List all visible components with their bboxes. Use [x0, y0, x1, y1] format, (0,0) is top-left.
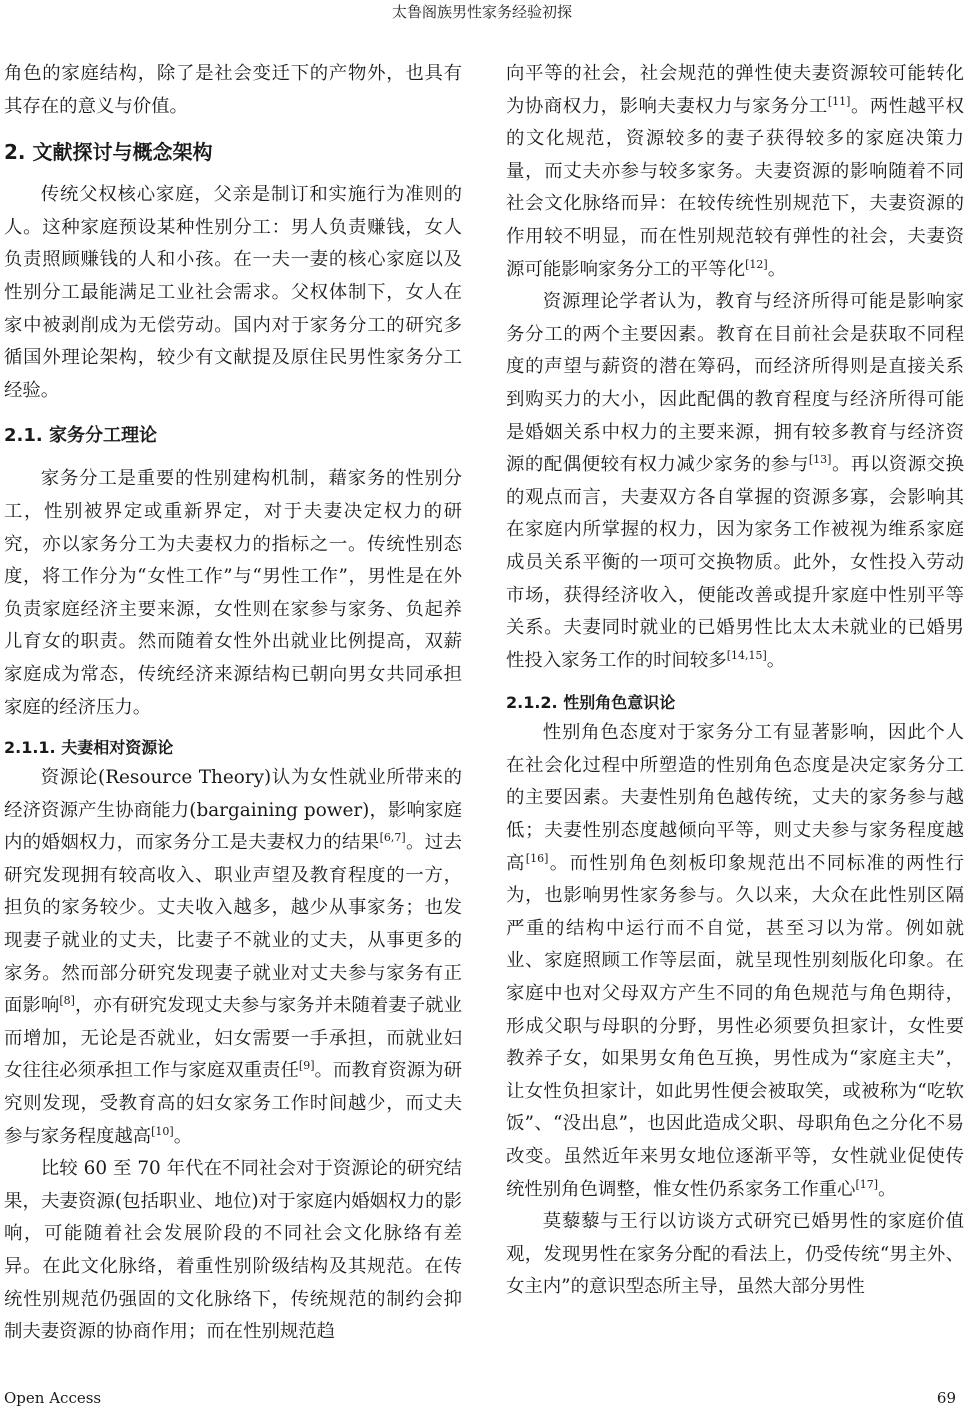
- text-run: 。再以资源交换的观点而言，夫妻双方各自掌握的资源多寡，会影响其在家庭内所掌握的权力，因为家务工作被视为维系家庭成员关系平衡的一项可交换物质。此外，女性投入劳动市场，获得经济收入，便能改善或提升家庭中性别平等关系。夫妻同时就业的已婚男性比太太未就业的已婚男性投入家务工作的时间较多: [506, 454, 964, 671]
- section-heading: 2. 文献探讨与概念架构: [4, 140, 213, 165]
- citation: [16]: [525, 851, 549, 865]
- citation: [8]: [59, 994, 75, 1008]
- paragraph: 传统父权核心家庭，父亲是制订和实施行为准则的人。这种家庭预设某种性别分工：男人负责赚钱，女人负责照顾赚钱的人和小孩。在一夫一妻的核心家庭以及性别分工最能满足工业社会需求。父权体制下，女人在家中被剥削成为无偿劳动。国内对于家务分工的研究多循国外理论架构，较少有文献提及原住民男性家务分工经验。: [4, 184, 462, 401]
- citation: [17]: [855, 1177, 879, 1191]
- paragraph: [506, 717, 964, 1206]
- text-run: 资源理论学者认为，教育与经济所得可能是影响家务分工的两个主要因素。教育在目前社会是获取不同程度的声望与薪资的潜在筹码，而经济所得则是直接关系到购买力的大小，因此配偶的教育程度与经济所得可能是婚姻关系中权力的主要来源，拥有较多教育与经济资源的配偶便较有权力减少家务的参与: [506, 291, 964, 476]
- left-column: [4, 58, 462, 1349]
- text-run: 。过去研究发现拥有较高收入、职业声望及教育程度的一方，担负的家务较少。丈夫收入越多，越少从事家务；也发现妻子就业的丈夫，比妻子不就业的丈夫，从事更多的家务。然而部分研究发现妻子就业对丈夫参与家务有正面影响: [4, 832, 462, 1017]
- subsubsection-heading: 2.1.2. 性别角色意识论: [506, 693, 676, 713]
- text-run: 。: [173, 1125, 193, 1147]
- text-run: 。而教育资源为研究则发现，受教育高的妇女家务工作时间越少，而丈夫参与家务程度越高: [4, 1060, 462, 1147]
- paragraph: [506, 58, 964, 286]
- citation: [6,7]: [379, 831, 406, 845]
- citation: [10]: [151, 1124, 174, 1138]
- paragraph: [506, 286, 964, 677]
- running-header: 太鲁阁族男性家务经验初探: [391, 3, 572, 21]
- text-run: 向平等的社会，社会规范的弹性使夫妻资源较可能转化为协商权力，影响夫妻权力与家务分工: [506, 63, 964, 117]
- citation: [13]: [808, 453, 832, 467]
- paragraph: 比较 60 至 70 年代在不同社会对于资源论的研究结果，夫妻资源(包括职业、地位)对于家庭内婚姻权力的影响，可能随着社会发展阶段的不同社会文化脉络有差异。在此文化脉络，着重性别阶级结构及其规范。在传统性别规范仍强固的文化脉络下，传统规范的制约会抑制夫妻资源的协商作用；而在性别规范趋: [4, 1158, 462, 1343]
- text-run: 。两性越平权的文化规范，资源较多的妻子获得较多的家庭决策力量，而丈夫亦参与较多家务。夫妻资源的影响随着不同社会文化脉络而异：在较传统性别规范下，夫妻资源的作用较不明显，而在性别规范较有弹性的社会，夫妻资源可能影响家务分工的平等化: [506, 95, 964, 280]
- text-run: 。: [767, 258, 787, 280]
- paragraph: [4, 762, 462, 1153]
- paragraph: 莫藜藜与王行以访谈方式研究已婚男性的家庭价值观，发现男性在家务分配的看法上，仍受传统“男主外、女主内”的意识型态所主导，虽然大部分男性: [506, 1211, 964, 1298]
- page-number: 69: [936, 1389, 956, 1407]
- text-run: 。: [766, 649, 786, 671]
- text-run: 。而性别角色刻板印象规范出不同标准的两性行为，也影响男性家务参与。久以来，大众在此性别区隔严重的结构中运行而不自觉，甚至习以为常。例如就业、家庭照顾工作等层面，就呈现性别刻版化印象。在家庭中也对父母双方产生不同的角色规范与角色期待，形成父职与母职的分野，男性必须要负担家计，女性要教养子女，如果男女角色互换，男性成为“家庭主夫”，让女性负担家计，如此男性便会被取笑，或被称为“吃软饭”、“没出息”，也因此造成父职、母职角色之分化不易改变。虽然近年来男女地位逐渐平等，女性就业促使传统性别角色调整，惟女性仍系家务工作重心: [506, 852, 964, 1200]
- citation: [9]: [298, 1059, 315, 1073]
- citation: [12]: [745, 257, 768, 271]
- text-run: ，亦有研究发现丈夫参与家务并未随着妻子就业而增加，无论是否就业，妇女需要一手承担，而就业妇女往往必须承担工作与家庭双重责任: [4, 995, 462, 1082]
- paragraph: 角色的家庭结构，除了是社会变迁下的产物外，也具有其存在的意义与价值。: [4, 63, 462, 117]
- text-run: 性别角色态度对于家务分工有显著影响，因此个人在社会化过程中所塑造的性别角色态度是决定家务分工的主要因素。夫妻性别角色越传统，丈夫的家务参与越低；夫妻性别态度越倾向平等，则丈夫参与家务程度越高: [506, 722, 964, 874]
- paragraph: 家务分工是重要的性别建构机制，藉家务的性别分工，性别被界定或重新界定，对于夫妻决定权力的研究，亦以家务分工为夫妻权力的指标之一。传统性别态度，将工作分为“女性工作”与“男性工作”，男性是在外负责家庭经济主要来源，女性则在家参与家务、负起养儿育女的职责。然而随着女性外出就业比例提高，双薪家庭成为常态，传统经济来源结构已朝向男女共同承担家庭的经济压力。: [4, 468, 462, 718]
- subsubsection-heading: 2.1.1. 夫妻相对资源论: [4, 738, 174, 758]
- footer-journal: Open Access: [4, 1389, 102, 1407]
- text-run: 资源论(Resource Theory)认为女性就业所带来的经济资源产生协商能力(bargaining power)，影响家庭内的婚姻权力，而家务分工是夫妻权力的结果: [4, 767, 462, 854]
- citation: [14,15]: [726, 648, 767, 662]
- right-column: [506, 58, 964, 1304]
- text-run: 。: [878, 1178, 897, 1200]
- citation: [11]: [827, 94, 851, 108]
- subsection-heading: 2.1. 家务分工理论: [4, 425, 157, 447]
